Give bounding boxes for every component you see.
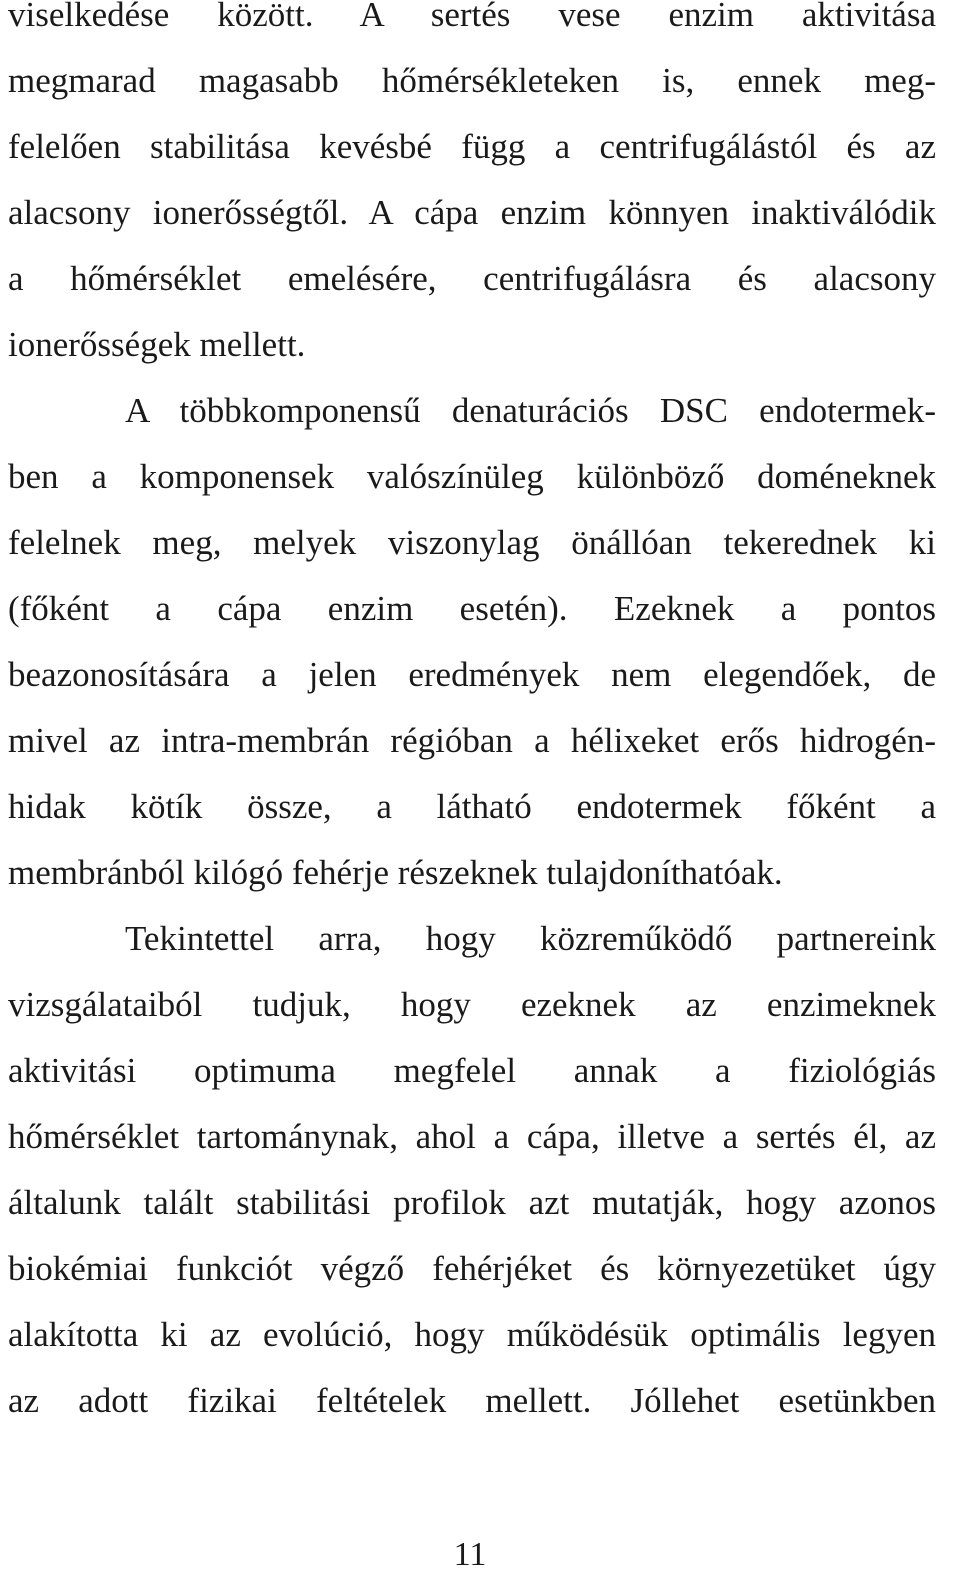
text-line: felelően stabilitása kevésbé függ a centrifugálástól és az — [8, 127, 936, 166]
text-line: a hőmérséklet emelésére, centrifugálásra és alacsony — [8, 259, 936, 298]
page-number: 11 — [453, 1536, 487, 1573]
paragraph-first-line: Tekintettel arra, hogy közreműködő partnereink — [125, 919, 936, 958]
text-line: alacsony ionerősségtől. A cápa enzim könnyen inaktiválódik — [8, 193, 936, 232]
text-line: aktivitási optimuma megfelel annak a fiziológiás — [8, 1051, 936, 1090]
text-line: (főként a cápa enzim esetén). Ezeknek a pontos — [8, 589, 936, 628]
text-line: hidak kötík össze, a látható endotermek főként a — [8, 787, 936, 826]
text-line: az adott fizikai feltételek mellett. Jóllehet esetünkben — [8, 1381, 936, 1420]
text-line: beazonosítására a jelen eredmények nem elegendőek, de — [8, 655, 936, 694]
text-line: ben a komponensek valószínüleg különböző doméneknek — [8, 457, 936, 496]
text-line: ionerősségek mellett. — [8, 325, 306, 364]
text-line: viselkedése között. A sertés vese enzim aktivitása — [8, 0, 936, 34]
text-line: hőmérséklet tartománynak, ahol a cápa, illetve a sertés él, az — [8, 1117, 936, 1156]
text-line: biokémiai funkciót végző fehérjéket és környezetüket úgy — [8, 1249, 936, 1288]
text-line: felelnek meg, melyek viszonylag önállóan tekerednek ki — [8, 523, 936, 562]
text-line: mivel az intra-membrán régióban a hélixeket erős hidrogén- — [8, 721, 936, 760]
text-line: megmarad magasabb hőmérsékleteken is, ennek meg- — [8, 61, 936, 100]
text-line: alakította ki az evolúció, hogy működésük optimális legyen — [8, 1315, 936, 1354]
text-line: vizsgálataiból tudjuk, hogy ezeknek az enzimeknek — [8, 985, 936, 1024]
text-line: általunk talált stabilitási profilok azt mutatják, hogy azonos — [8, 1183, 936, 1222]
text-line: membránból kilógó fehérje részeknek tulajdoníthatóak. — [8, 853, 783, 892]
paragraph-first-line: A többkomponensű denaturációs DSC endotermek- — [125, 391, 936, 430]
